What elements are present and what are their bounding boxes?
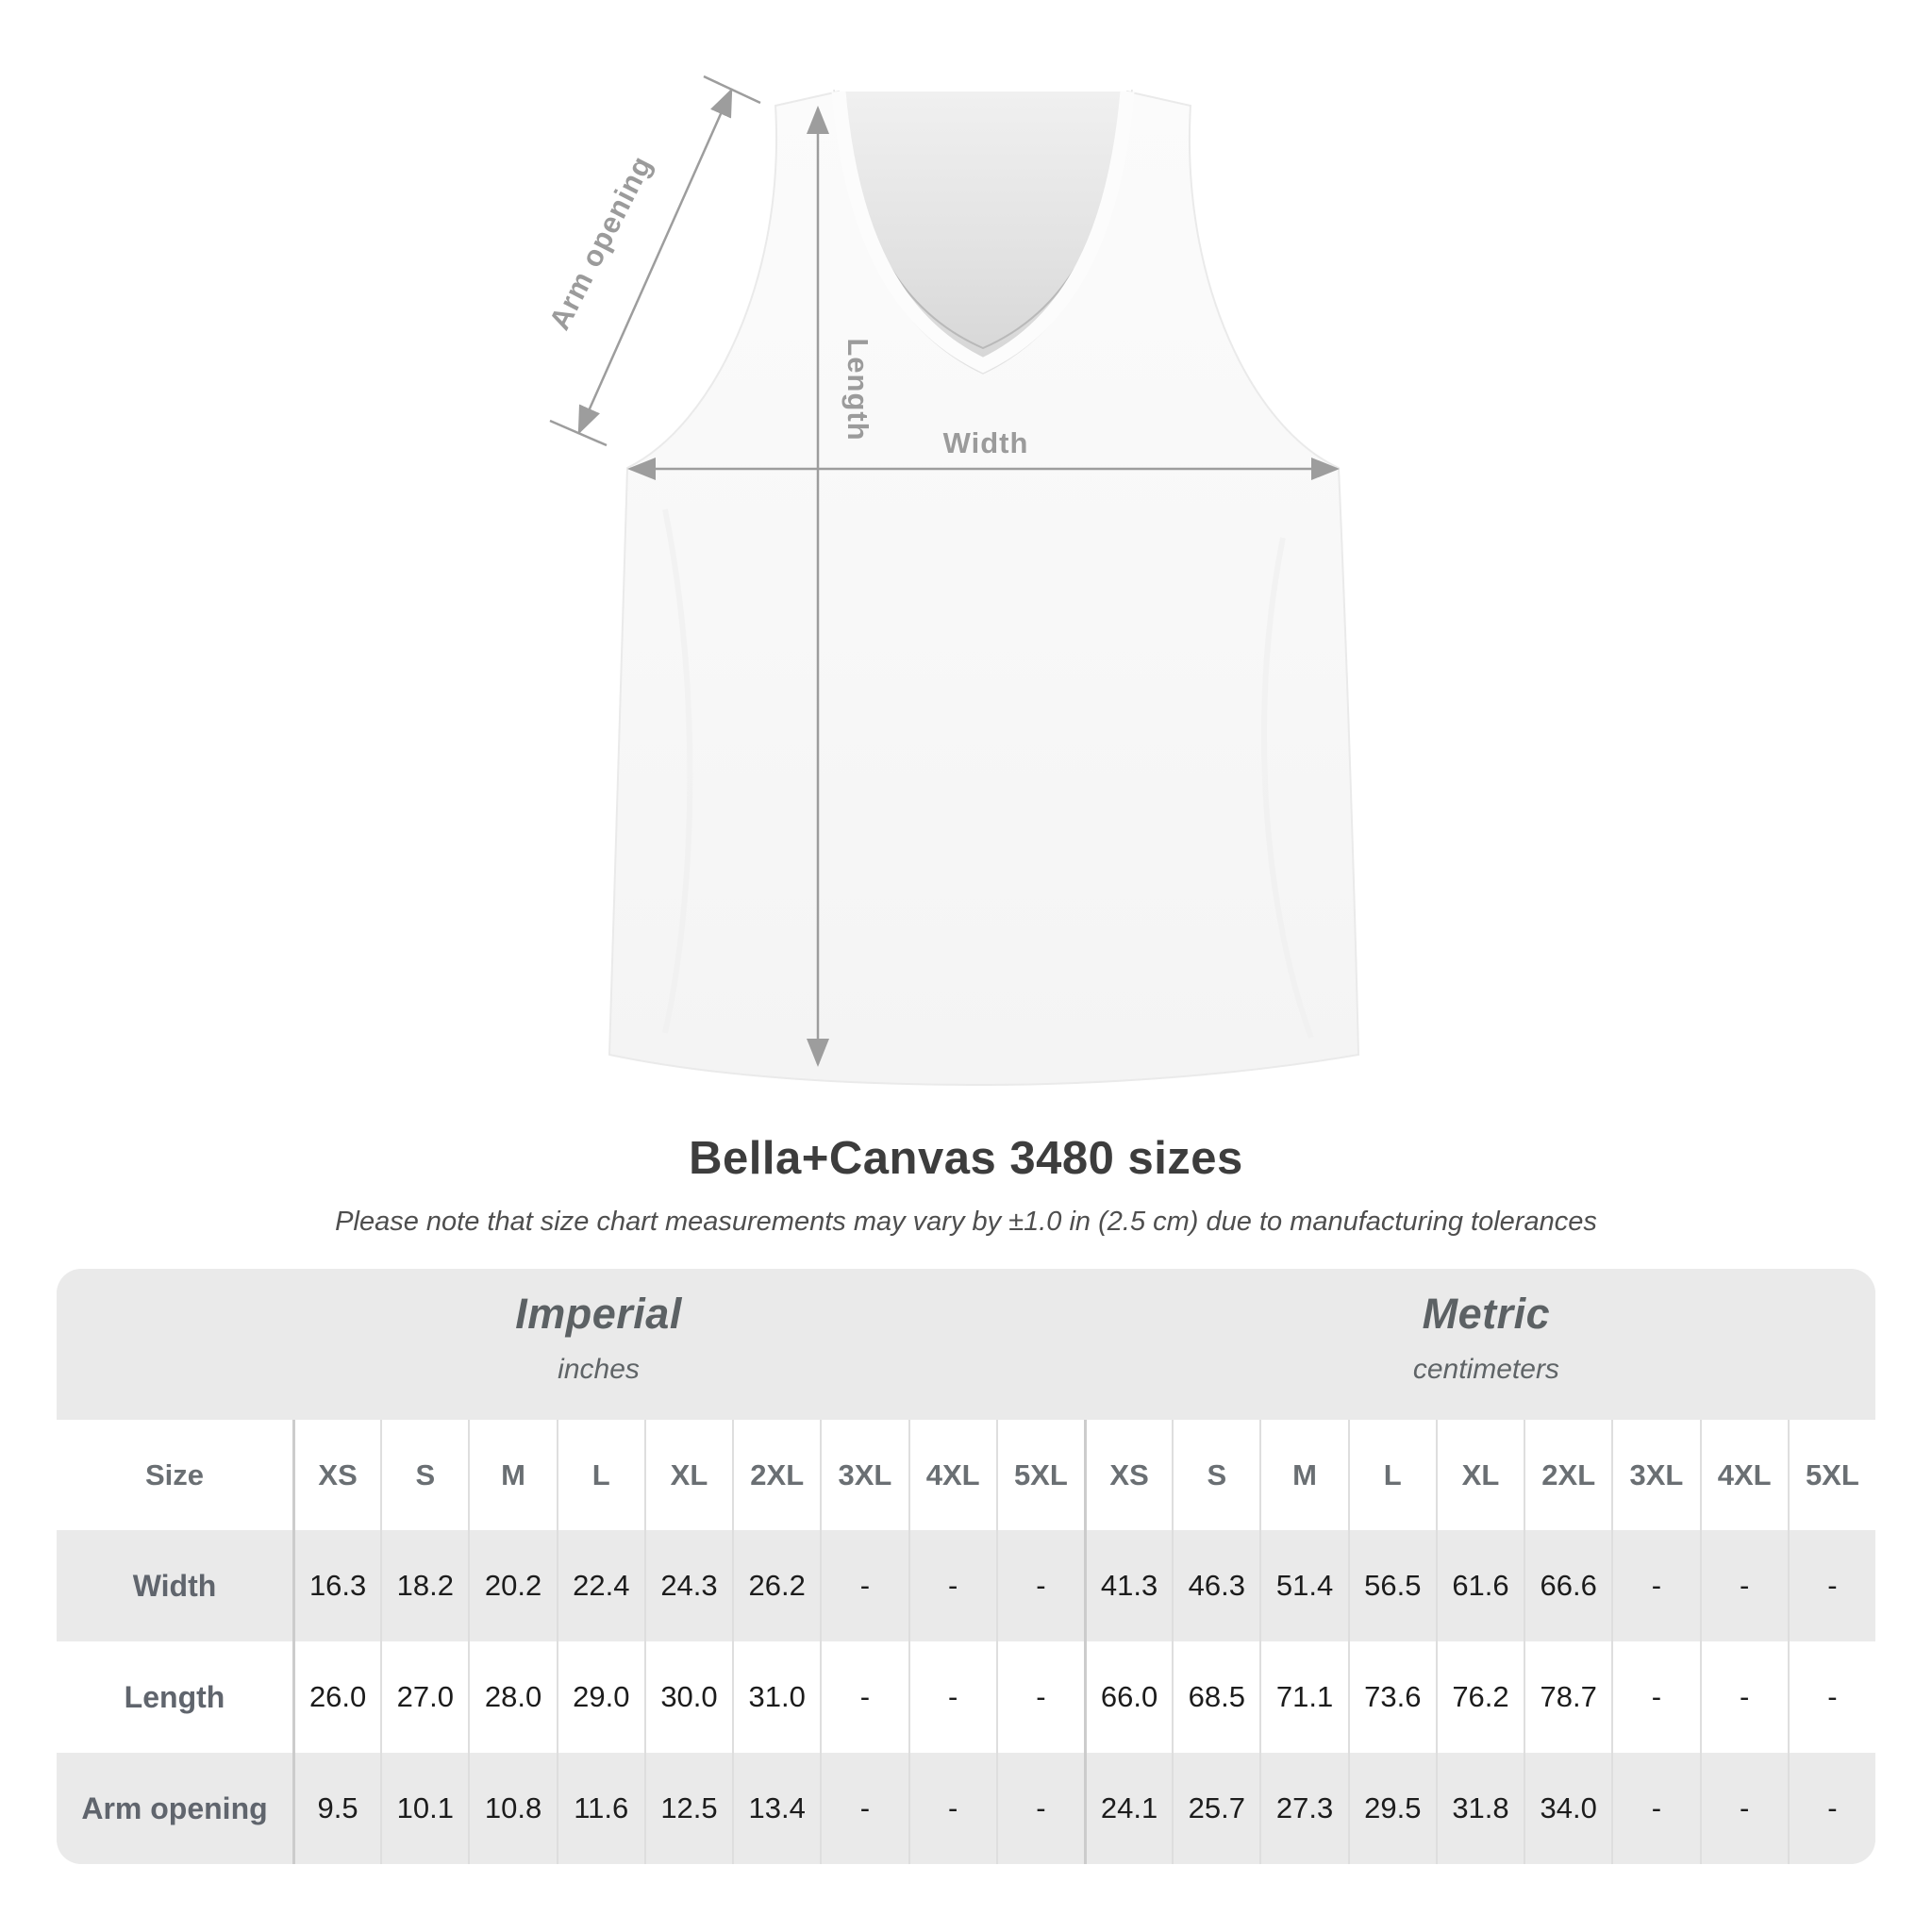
width-label: Width bbox=[942, 426, 1029, 459]
value-cell: - bbox=[1700, 1641, 1788, 1753]
col-header-metric-5xl: 5XL bbox=[1788, 1420, 1875, 1530]
imperial-heading: Imperial bbox=[515, 1290, 682, 1338]
value-cell: 16.3 bbox=[292, 1530, 380, 1641]
value-cell: 46.3 bbox=[1172, 1530, 1259, 1641]
value-cell: - bbox=[1700, 1753, 1788, 1864]
col-header-metric-s: S bbox=[1172, 1420, 1259, 1530]
col-header-metric-m: M bbox=[1259, 1420, 1347, 1530]
value-cell: 29.5 bbox=[1348, 1753, 1436, 1864]
row-label: Length bbox=[124, 1679, 225, 1714]
size-column-header: Size bbox=[144, 1457, 205, 1491]
col-header-imperial-5xl: 5XL bbox=[996, 1420, 1084, 1530]
value-cell: - bbox=[1788, 1753, 1875, 1864]
length-label: Length bbox=[841, 338, 874, 441]
value-cell: 31.0 bbox=[732, 1641, 820, 1753]
value-cell: 56.5 bbox=[1348, 1530, 1436, 1641]
value-cell: - bbox=[1611, 1641, 1699, 1753]
col-header-metric-4xl: 4XL bbox=[1700, 1420, 1788, 1530]
value-cell: 25.7 bbox=[1172, 1753, 1259, 1864]
col-header-imperial-xs: XS bbox=[292, 1420, 380, 1530]
col-header-imperial-4xl: 4XL bbox=[908, 1420, 996, 1530]
value-cell: - bbox=[1788, 1530, 1875, 1641]
table-header-row bbox=[57, 1420, 1875, 1530]
value-cell: 27.0 bbox=[380, 1641, 468, 1753]
arm-opening-tick-top bbox=[704, 76, 760, 103]
value-cell: - bbox=[820, 1641, 908, 1753]
col-header-metric-3xl: 3XL bbox=[1611, 1420, 1699, 1530]
table-row-width bbox=[57, 1530, 1875, 1641]
value-cell: 26.0 bbox=[292, 1641, 380, 1753]
col-header-imperial-l: L bbox=[557, 1420, 644, 1530]
value-cell: 9.5 bbox=[292, 1753, 380, 1864]
value-cell: 66.6 bbox=[1524, 1530, 1611, 1641]
value-cell: - bbox=[996, 1753, 1084, 1864]
value-cell: - bbox=[1700, 1530, 1788, 1641]
arm-opening-tick-bottom bbox=[550, 421, 607, 445]
col-header-imperial-m: M bbox=[468, 1420, 556, 1530]
page-title: Bella+Canvas 3480 sizes bbox=[689, 1133, 1243, 1184]
unit-group-metric bbox=[1413, 1290, 1559, 1386]
value-cell: 10.1 bbox=[380, 1753, 468, 1864]
unit-group-imperial bbox=[515, 1290, 682, 1386]
value-cell: - bbox=[908, 1753, 996, 1864]
value-cell: 28.0 bbox=[468, 1641, 556, 1753]
col-header-imperial-s: S bbox=[380, 1420, 468, 1530]
value-cell: 18.2 bbox=[380, 1530, 468, 1641]
value-cell: 13.4 bbox=[732, 1753, 820, 1864]
value-cell: - bbox=[996, 1641, 1084, 1753]
col-header-imperial-3xl: 3XL bbox=[820, 1420, 908, 1530]
value-cell: 29.0 bbox=[557, 1641, 644, 1753]
value-cell: 10.8 bbox=[468, 1753, 556, 1864]
value-cell: 66.0 bbox=[1084, 1641, 1172, 1753]
metric-unit: centimeters bbox=[1412, 1354, 1559, 1385]
imperial-unit: inches bbox=[558, 1354, 640, 1385]
col-header-imperial-xl: XL bbox=[644, 1420, 732, 1530]
value-cell: 30.0 bbox=[644, 1641, 732, 1753]
col-header-metric-2xl: 2XL bbox=[1524, 1420, 1611, 1530]
col-header-metric-l: L bbox=[1348, 1420, 1436, 1530]
table-row-length bbox=[57, 1641, 1875, 1753]
size-table bbox=[57, 1269, 1875, 1864]
row-label: Width bbox=[132, 1568, 217, 1603]
value-cell: 27.3 bbox=[1259, 1753, 1347, 1864]
col-header-metric-xs: XS bbox=[1084, 1420, 1172, 1530]
value-cell: - bbox=[1611, 1530, 1699, 1641]
col-header-metric-xl: XL bbox=[1436, 1420, 1524, 1530]
value-cell: - bbox=[1611, 1753, 1699, 1864]
value-cell: 61.6 bbox=[1436, 1530, 1524, 1641]
value-cell: 24.1 bbox=[1084, 1753, 1172, 1864]
value-cell: 20.2 bbox=[468, 1530, 556, 1641]
col-header-imperial-2xl: 2XL bbox=[732, 1420, 820, 1530]
value-cell: 71.1 bbox=[1259, 1641, 1347, 1753]
value-cell: 51.4 bbox=[1259, 1530, 1347, 1641]
value-cell: 34.0 bbox=[1524, 1753, 1611, 1864]
row-label: Arm opening bbox=[81, 1790, 268, 1825]
value-cell: 26.2 bbox=[732, 1530, 820, 1641]
value-cell: 73.6 bbox=[1348, 1641, 1436, 1753]
value-cell: 31.8 bbox=[1436, 1753, 1524, 1864]
value-cell: 41.3 bbox=[1084, 1530, 1172, 1641]
metric-heading: Metric bbox=[1422, 1290, 1551, 1338]
value-cell: 12.5 bbox=[644, 1753, 732, 1864]
table-row-arm-opening bbox=[57, 1753, 1875, 1864]
unit-banner bbox=[57, 1269, 1875, 1420]
value-cell: 11.6 bbox=[557, 1753, 644, 1864]
value-cell: - bbox=[820, 1530, 908, 1641]
value-cell: - bbox=[1788, 1641, 1875, 1753]
value-cell: 24.3 bbox=[644, 1530, 732, 1641]
value-cell: 22.4 bbox=[557, 1530, 644, 1641]
value-cell: 76.2 bbox=[1436, 1641, 1524, 1753]
value-cell: - bbox=[820, 1753, 908, 1864]
tolerance-note: Please note that size chart measurements may vary by ±1.0 in (2.5 cm) due to manufacturing tolerances bbox=[335, 1207, 1597, 1237]
value-cell: - bbox=[908, 1530, 996, 1641]
value-cell: 78.7 bbox=[1524, 1641, 1611, 1753]
value-cell: 68.5 bbox=[1172, 1641, 1259, 1753]
arm-opening-label: Arm opening bbox=[542, 150, 659, 336]
value-cell: - bbox=[908, 1641, 996, 1753]
value-cell: - bbox=[996, 1530, 1084, 1641]
